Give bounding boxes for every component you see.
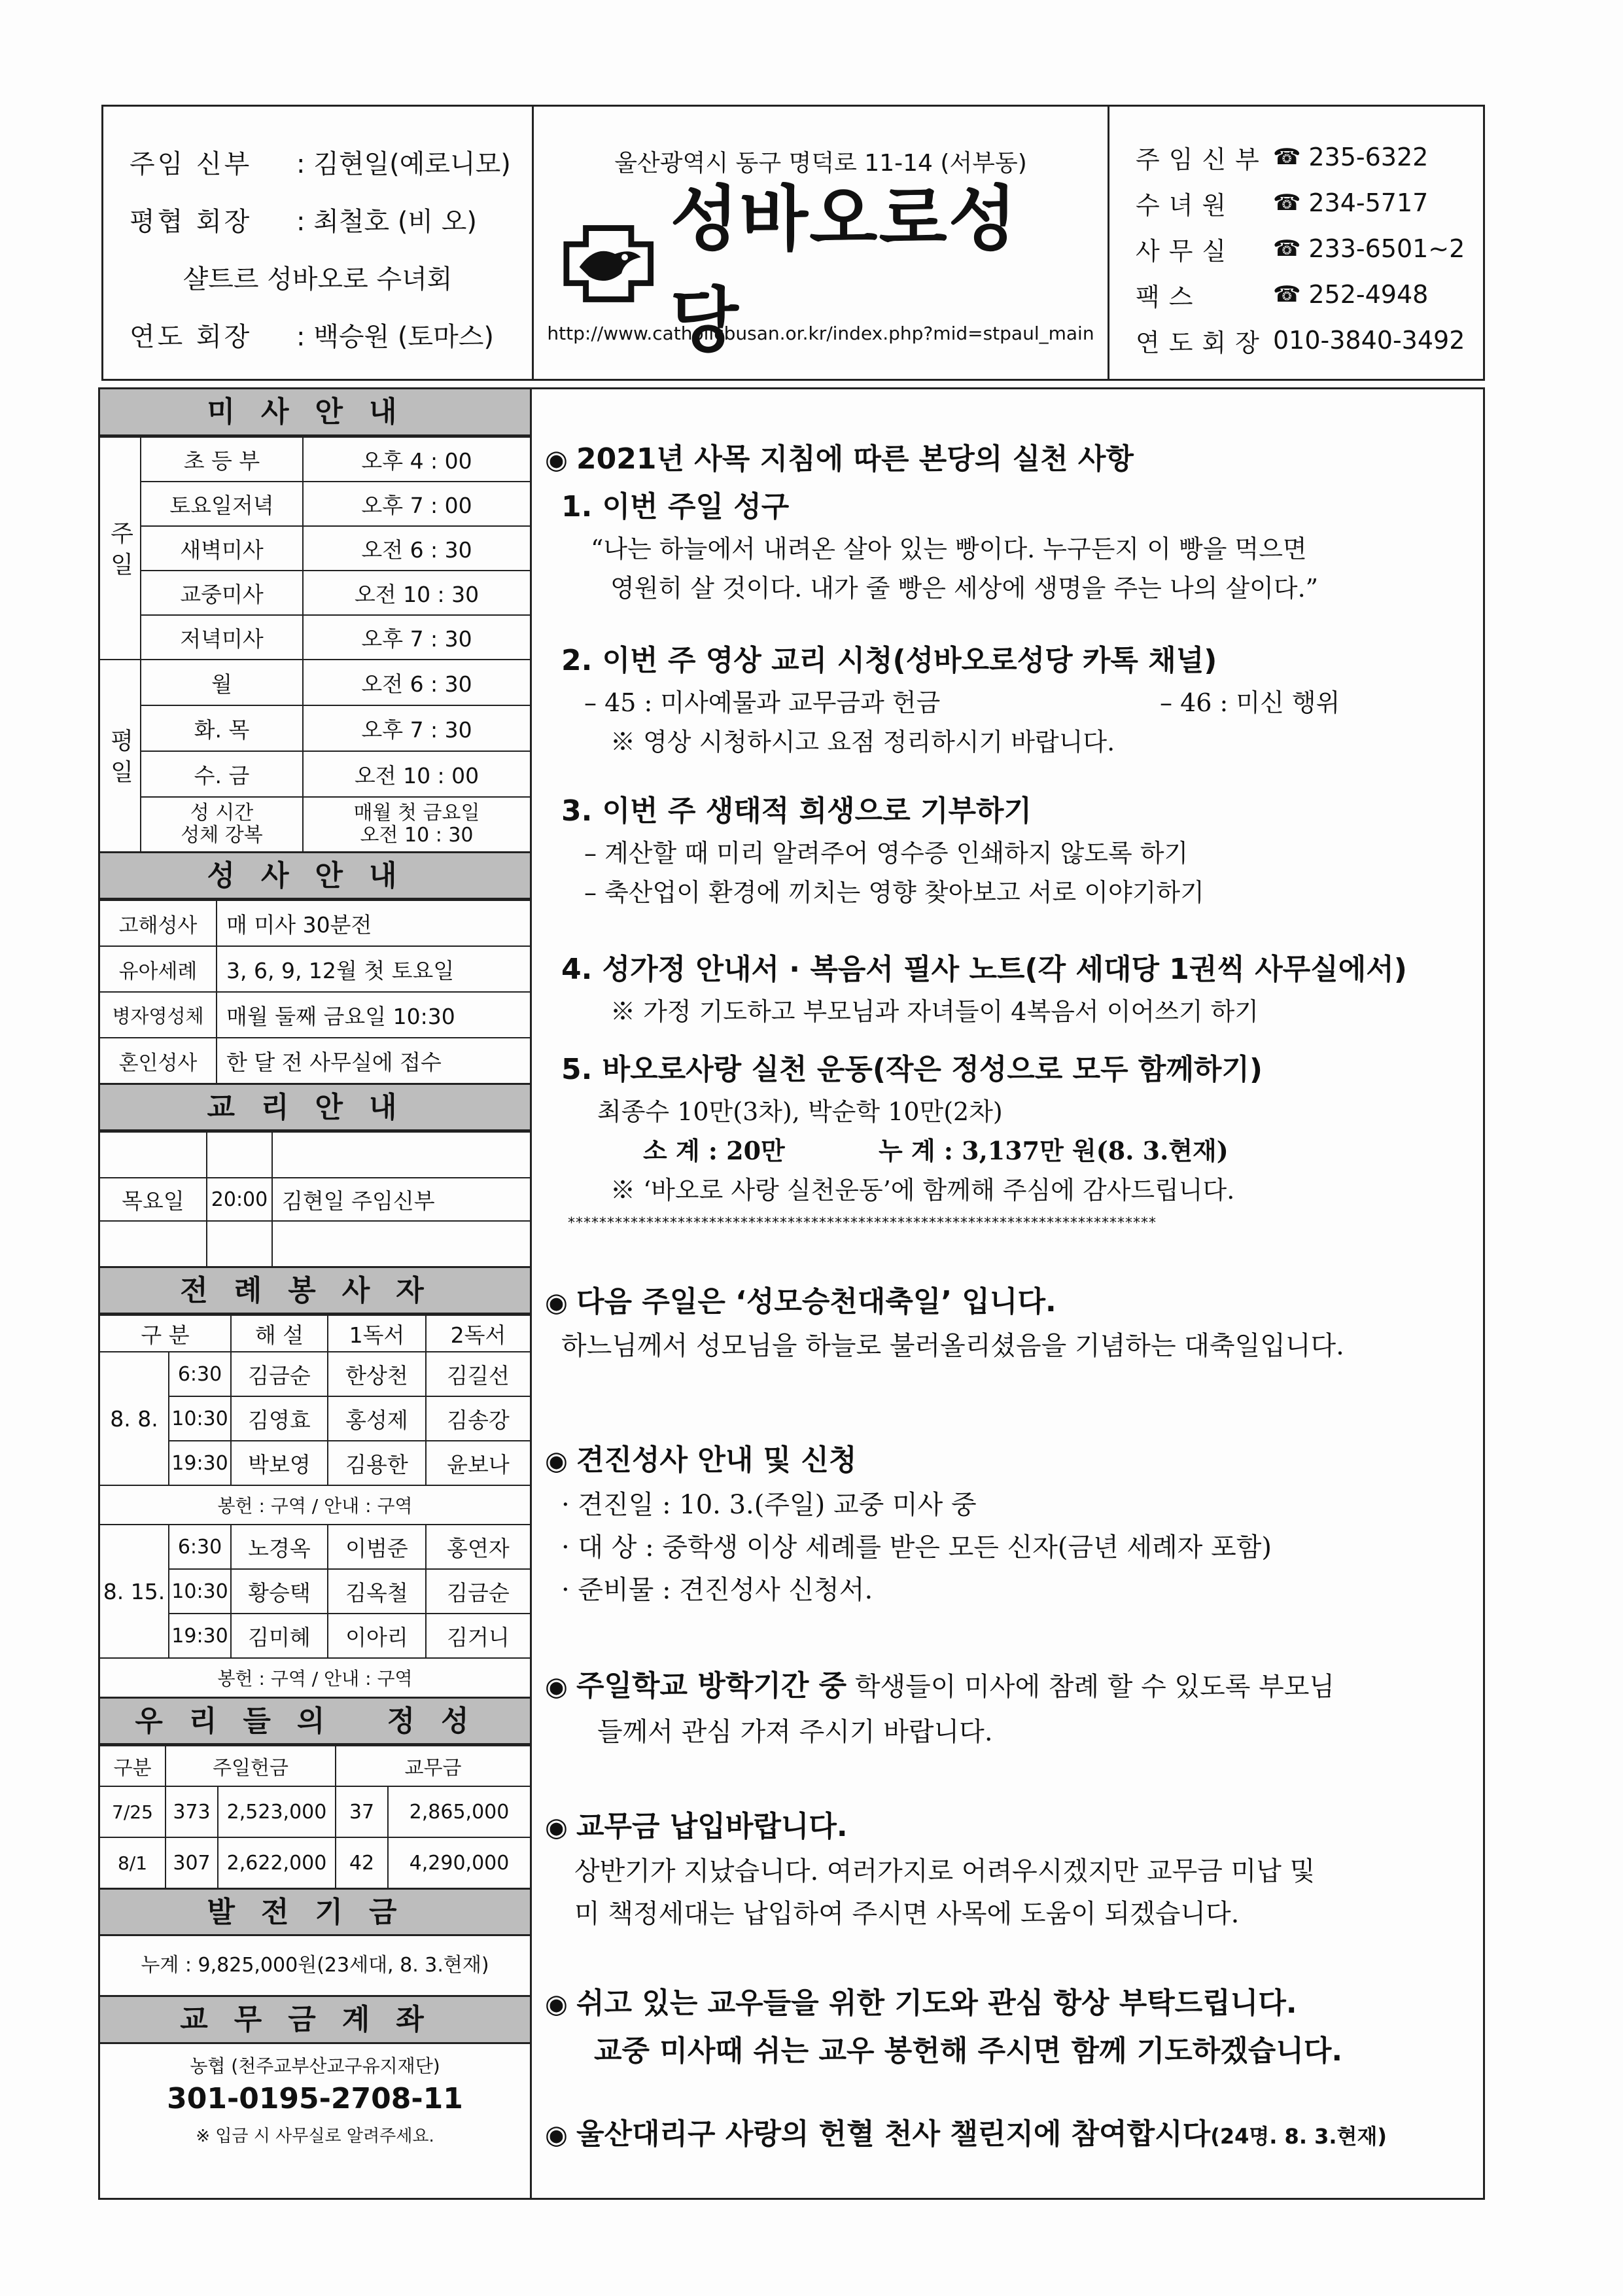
scripture-line: 영원히 살 것이다. 내가 줄 빵은 세상에 생명을 주는 나의 살이다.” xyxy=(610,574,1319,603)
notice-2-title: ◉ 다음 주일은 ‘성모승천대축일’ 입니다. xyxy=(545,1285,1056,1318)
church-emblem-icon xyxy=(560,221,657,306)
notice-5-title: ◉ 교무금 납입바랍니다. xyxy=(545,1810,848,1843)
table-row: 10:30 황승택 김옥철 김금순 xyxy=(100,1569,530,1614)
table-row: 고해성사 매 미사 30분전 xyxy=(100,900,530,946)
notice-7: ◉ 울산대리구 사랑의 헌혈 천사 챌린지에 참여합시다(24명. 8. 3.현재) xyxy=(545,2117,1387,2151)
phone-icon: ☎ xyxy=(1273,281,1301,308)
table-row: 19:30 박보영 김용한 윤보나 xyxy=(100,1441,530,1485)
table-row: 구 분 해 설 1독서 2독서 xyxy=(100,1315,530,1352)
account-bank: 농협 (천주교부산교구유지재단) xyxy=(190,2055,440,2077)
table-row: 수. 금 오전 10 : 00 xyxy=(100,751,530,797)
confirmation-date: · 견진일 : 10. 3.(주일) 교중 미사 중 xyxy=(561,1490,977,1520)
doctrine-table xyxy=(100,1131,530,1267)
staff-row: 주임 신부 : 김현일(예로니모) xyxy=(130,149,511,179)
video-item: – 46 : 미신 행위 xyxy=(1160,688,1340,717)
notice-4-text: 들께서 관심 가져 주시기 바랍니다. xyxy=(597,1717,993,1747)
offering-section-title: 우리들의 정성 xyxy=(100,1698,530,1745)
table-row xyxy=(100,1132,530,1178)
notice-1-item-1: 1. 이번 주일 성구 xyxy=(561,490,790,523)
table-row: 10:30 김영효 홍성제 김송강 xyxy=(100,1396,530,1441)
table-row xyxy=(100,1221,530,1267)
account-info xyxy=(100,2044,530,2147)
notice-5-text: 상반기가 지났습니다. 여러가지로 어려우시겠지만 교무금 미납 및 xyxy=(574,1856,1316,1886)
bullet-icon: ◉ xyxy=(545,1288,568,1318)
contact-info xyxy=(1109,107,1483,379)
table-row: 저녁미사 오후 7 : 30 xyxy=(100,615,530,660)
contact-row: 수녀원 ☎ 234-5717 xyxy=(1136,188,1429,220)
table-row: 구분 주일헌금 교무금 xyxy=(100,1746,530,1786)
mass-schedule-table xyxy=(100,436,530,853)
table-row: 목요일 20:00 김현일 주임신부 xyxy=(100,1178,530,1221)
eco-item: – 축산업이 환경에 끼치는 영향 찾아보고 서로 이야기하기 xyxy=(584,878,1204,907)
bullet-icon: ◉ xyxy=(545,2120,568,2150)
account-number: 301-0195-2708-11 xyxy=(167,2082,463,2115)
notice-1-item-2: 2. 이번 주 영상 교리 시청(성바오로성당 카톡 채널) xyxy=(561,644,1217,677)
contact-row: 사무실 ☎ 233-6501~2 xyxy=(1136,234,1465,266)
phone-icon: ☎ xyxy=(1273,144,1301,170)
confirmation-materials: · 준비물 : 견진성사 신청서. xyxy=(561,1575,873,1605)
table-row: 교중미사 오전 10 : 30 xyxy=(100,571,530,615)
church-title-block xyxy=(534,107,1109,379)
bullet-icon: ◉ xyxy=(545,1672,568,1702)
offering-table xyxy=(100,1745,530,1889)
servers-section-title: 전례봉사자 xyxy=(100,1267,530,1315)
bulletin-header xyxy=(101,105,1485,381)
table-row: 병자영성체 매월 둘째 금요일 10:30 xyxy=(100,992,530,1038)
bullet-icon: ◉ xyxy=(545,1446,568,1476)
video-item: – 45 : 미사예물과 교무금과 헌금 xyxy=(584,688,941,717)
grand-total: 누 계 : 3,137만 원(8. 3.현재) xyxy=(879,1136,1229,1165)
sunday-label: 주 일 xyxy=(100,437,141,660)
weekday-label: 평 일 xyxy=(100,660,141,852)
info-sidebar xyxy=(98,387,532,2200)
staff-row: 평협 회장 : 최철호 (비 오) xyxy=(130,206,478,237)
contact-row: 연도회장 010-3840-3492 xyxy=(1136,326,1465,357)
notice-6-title: ◉ 쉬고 있는 교우들을 위한 기도와 관심 항상 부탁드립니다. xyxy=(545,1987,1297,2020)
church-address: 울산광역시 동구 명덕로 11-14 (서부동) xyxy=(614,150,1027,177)
staff-row: 연도 회장 : 백승원 (토마스) xyxy=(130,321,494,352)
notice-1-item-3: 3. 이번 주 생태적 희생으로 기부하기 xyxy=(561,794,1032,828)
notice-5-text: 미 책정세대는 납입하여 주시면 사목에 도움이 되겠습니다. xyxy=(574,1899,1240,1929)
subtotal: 소 계 : 20만 xyxy=(643,1136,785,1165)
scripture-line: “나는 하늘에서 내려온 살아 있는 빵이다. 누구든지 이 빵을 먹으면 xyxy=(591,535,1307,563)
phone-icon: ☎ xyxy=(1273,236,1301,262)
bullet-icon: ◉ xyxy=(545,445,568,475)
mass-section-title: 미사안내 xyxy=(100,389,530,436)
table-row: 토요일저녁 오후 7 : 00 xyxy=(100,482,530,526)
notice-6-text: 교중 미사때 쉬는 교우 봉헌해 주시면 함께 기도하겠습니다. xyxy=(594,2034,1343,2068)
confirmation-target: · 대 상 : 중학생 이상 세례를 받은 모든 신자(금년 세례자 포함) xyxy=(561,1532,1272,1563)
table-row: 8/1 307 2,622,000 42 4,290,000 xyxy=(100,1837,530,1888)
doctrine-section-title: 교리안내 xyxy=(100,1084,530,1131)
video-note: ※ 영상 시청하시고 요점 정리하시기 바랍니다. xyxy=(610,728,1115,756)
table-row: 봉헌 : 구역 / 안내 : 구역 xyxy=(100,1485,530,1525)
donor-list: 최종수 10만(3차), 박순학 10만(2차) xyxy=(597,1097,1003,1126)
account-section-title: 교무금계좌 xyxy=(100,1997,530,2044)
notice-1-title: ◉ 2021년 사목 지침에 따른 본당의 실천 사항 xyxy=(545,442,1134,476)
table-row: 화. 목 오후 7 : 30 xyxy=(100,705,530,751)
table-row: 19:30 김미혜 이아리 김거니 xyxy=(100,1614,530,1658)
eco-item: – 계산할 때 미리 알려주어 영수증 인쇄하지 않도록 하기 xyxy=(584,839,1189,868)
servers-table xyxy=(100,1315,530,1698)
staff-info xyxy=(103,107,534,379)
table-row: 혼인성사 한 달 전 사무실에 접수 xyxy=(100,1038,530,1084)
table-row: 8. 8. 6:30 김금순 한상천 김길선 xyxy=(100,1352,530,1396)
notice-4: ◉ 주일학교 방학기간 중 학생들이 미사에 참례 할 수 있도록 부모님 xyxy=(545,1669,1335,1703)
phone-icon: ☎ xyxy=(1273,190,1301,216)
fund-total: 누계 : 9,825,000원(23세대, 8. 3.현재) xyxy=(100,1936,530,1997)
table-row: 8. 15. 6:30 노경옥 이범준 홍연자 xyxy=(100,1525,530,1569)
family-note: ※ 가정 기도하고 부모님과 자녀들이 4복음서 이어쓰기 하기 xyxy=(610,997,1259,1026)
contact-row: 팩스 ☎ 252-4948 xyxy=(1136,280,1429,311)
table-row: 성 시간 성체 강복 매월 첫 금요일 오전 10 : 30 xyxy=(100,797,530,852)
church-name: 성바오로성당 xyxy=(670,179,1019,362)
notice-1-item-5: 5. 바오로사랑 실천 운동(작은 정성으로 모두 함께하기) xyxy=(561,1053,1263,1086)
church-url[interactable]: http://www.catholicbusan.or.kr/index.php?mid=stpaul_main xyxy=(547,323,1094,344)
account-note: ※ 입금 시 사무실로 알려주세요. xyxy=(196,2127,434,2146)
notices-panel xyxy=(532,387,1485,2200)
bullet-icon: ◉ xyxy=(545,1812,568,1843)
bullet-icon: ◉ xyxy=(545,1989,568,2019)
thanks-note: ※ ‘바오로 사랑 실천운동’에 함께해 주심에 감사드립니다. xyxy=(610,1176,1235,1205)
table-row: 7/25 373 2,523,000 37 2,865,000 xyxy=(100,1786,530,1837)
table-row: 유아세례 3, 6, 9, 12월 첫 토요일 xyxy=(100,946,530,992)
notice-2-text: 하느님께서 성모님을 하늘로 불러올리셨음을 기념하는 대축일입니다. xyxy=(561,1331,1344,1361)
table-row: 평 일 월 오전 6 : 30 xyxy=(100,660,530,705)
sacrament-section-title: 성사안내 xyxy=(100,853,530,900)
table-row: 주 일 초 등 부 오후 4 : 00 xyxy=(100,437,530,482)
separator: *************************************************************************** xyxy=(568,1215,1157,1231)
table-row: 새벽미사 오전 6 : 30 xyxy=(100,526,530,571)
notice-1-item-4: 4. 성가정 안내서 · 복음서 필사 노트(각 세대당 1권씩 사무실에서) xyxy=(561,953,1407,986)
sacrament-table xyxy=(100,900,530,1084)
fund-section-title: 발전기금 xyxy=(100,1889,530,1936)
staff-row: 샬트르 성바오로 수녀회 xyxy=(183,264,453,294)
contact-row: 주임신부 ☎ 235-6322 xyxy=(1136,143,1429,174)
table-row: 봉헌 : 구역 / 안내 : 구역 xyxy=(100,1658,530,1697)
notice-3-title: ◉ 견진성사 안내 및 신청 xyxy=(545,1443,857,1477)
